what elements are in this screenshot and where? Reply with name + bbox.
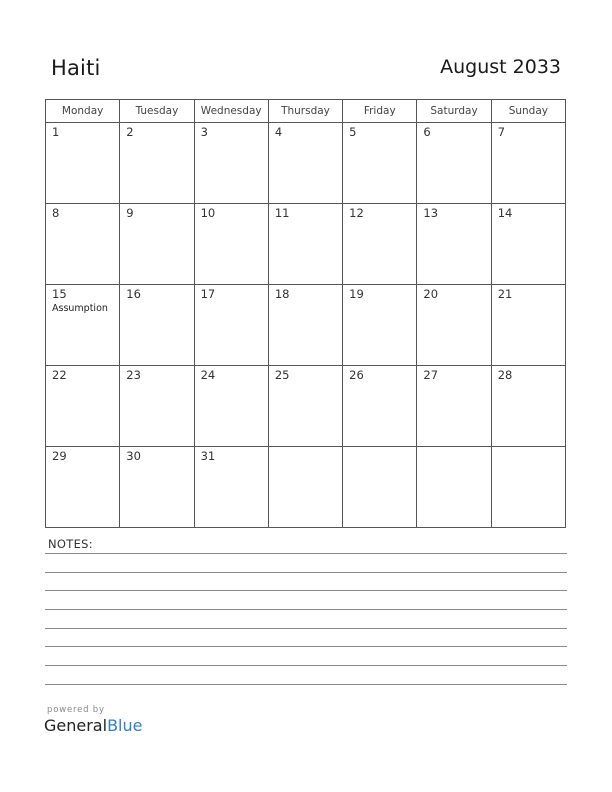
day-number: 4 [274, 125, 283, 139]
day-cell [343, 447, 417, 528]
day-number: 19 [349, 287, 364, 301]
day-number: 14 [497, 206, 513, 220]
calendar-grid [45, 99, 566, 528]
day-cell [46, 123, 120, 204]
day-number: 3 [200, 125, 208, 139]
day-cell [194, 123, 268, 204]
day-number: 28 [497, 368, 513, 382]
brand-blue-text: Blue [107, 716, 143, 735]
week-row [46, 123, 566, 204]
day-number: 25 [274, 368, 290, 382]
week-row [46, 204, 566, 285]
day-cell [491, 123, 565, 204]
day-cell [491, 447, 565, 528]
day-number: 5 [349, 125, 357, 139]
day-number: 7 [497, 125, 506, 139]
notes-line [45, 572, 567, 573]
notes-line [45, 684, 567, 685]
day-cell [343, 204, 417, 285]
day-number: 22 [52, 368, 67, 382]
day-cell [46, 366, 120, 447]
weekday-header: Saturday [417, 100, 491, 123]
day-cell [194, 447, 268, 528]
week-row [46, 366, 566, 447]
day-number: 13 [423, 206, 439, 220]
day-number: 31 [200, 449, 216, 463]
day-number: 11 [274, 206, 290, 220]
day-cell [417, 366, 491, 447]
day-number: 30 [126, 449, 141, 463]
day-number: 21 [497, 287, 513, 301]
day-cell [491, 204, 565, 285]
weekday-header-row [46, 100, 566, 123]
day-cell [343, 285, 417, 366]
day-number: 8 [52, 206, 60, 220]
calendar-month-title: August 2033 [440, 56, 561, 78]
day-number: 15 [52, 287, 67, 301]
day-number: 18 [274, 287, 290, 301]
day-cell [46, 204, 120, 285]
weekday-header: Wednesday [194, 100, 268, 123]
day-number: 9 [126, 206, 134, 220]
weekday-header: Monday [46, 100, 120, 123]
week-row [46, 285, 566, 366]
day-number: 16 [126, 287, 141, 301]
day-number: 17 [200, 287, 216, 301]
day-cell [417, 447, 491, 528]
day-number: 27 [423, 368, 439, 382]
notes-line [45, 646, 567, 647]
day-cell [268, 123, 342, 204]
calendar-country-title: Haiti [51, 56, 101, 80]
day-number: 10 [200, 206, 216, 220]
day-number: 6 [423, 125, 431, 139]
day-number: 29 [52, 449, 67, 463]
notes-line [45, 665, 567, 666]
day-cell [268, 285, 342, 366]
day-cell [120, 123, 194, 204]
day-number: 20 [423, 287, 439, 301]
holiday-label: Assumption [52, 303, 108, 314]
day-cell [491, 366, 565, 447]
day-number: 24 [200, 368, 216, 382]
powered-by-text: powered by [47, 705, 105, 715]
day-cell [417, 285, 491, 366]
day-cell [268, 447, 342, 528]
week-row [46, 447, 566, 528]
day-number: 23 [126, 368, 141, 382]
notes-line [45, 609, 567, 610]
day-cell [194, 204, 268, 285]
weekday-header: Thursday [268, 100, 342, 123]
day-number: 12 [349, 206, 364, 220]
day-cell [343, 366, 417, 447]
day-number: 2 [126, 125, 134, 139]
day-cell [268, 366, 342, 447]
day-cell [491, 285, 565, 366]
day-cell [120, 447, 194, 528]
day-cell [120, 204, 194, 285]
day-cell [46, 447, 120, 528]
notes-line [45, 590, 567, 591]
brand-name [44, 716, 142, 735]
day-cell [268, 204, 342, 285]
notes-line [45, 553, 567, 554]
day-number: 26 [349, 368, 364, 382]
day-cell [417, 204, 491, 285]
day-cell [417, 123, 491, 204]
day-number: 1 [52, 125, 60, 139]
notes-line [45, 628, 567, 629]
weekday-header: Sunday [491, 100, 565, 123]
day-cell [46, 285, 120, 366]
weekday-header: Friday [343, 100, 417, 123]
day-cell [194, 285, 268, 366]
day-cell [120, 366, 194, 447]
generalblue-logo [44, 705, 142, 735]
day-cell [120, 285, 194, 366]
day-cell [343, 123, 417, 204]
day-cell [194, 366, 268, 447]
brand-general-text: General [44, 716, 108, 735]
weekday-header: Tuesday [120, 100, 194, 123]
notes-label: NOTES: [48, 537, 93, 551]
